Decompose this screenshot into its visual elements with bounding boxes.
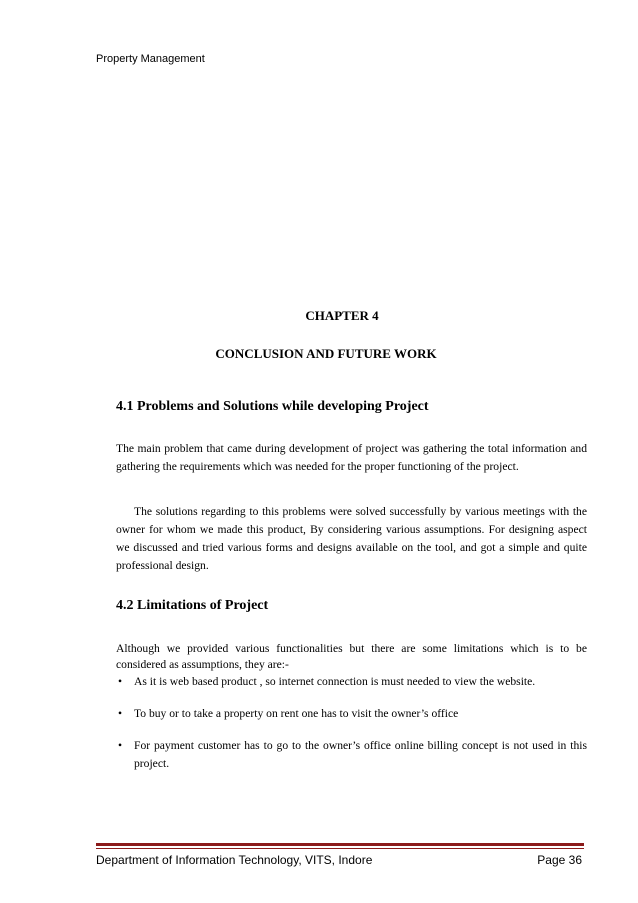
limitations-list <box>116 673 587 773</box>
paragraph-solution: The solutions regarding to this problems were solved successfully by various meetings with the owner for whom we made this product, By considering various assumptions. For designing aspect we discussed and tried various forms and designs available on the tool, and got a simple and quite professional design. <box>116 505 587 572</box>
list-item-text: To buy or to take a property on rent one has to visit the owner’s office <box>134 707 459 720</box>
list-item-text: As it is web based product , so internet connection is must needed to view the website. <box>134 675 536 688</box>
running-header: Property Management <box>96 53 205 65</box>
bullet-icon: • <box>118 739 123 752</box>
paragraph-problem: The main problem that came during development of project was gathering the total information and gathering the requirements which was needed for the proper functioning of the project. <box>116 442 587 473</box>
list-item <box>116 705 587 723</box>
list-item <box>116 737 587 773</box>
footer-divider-thin <box>96 848 584 849</box>
bullet-icon: • <box>118 707 123 720</box>
chapter-number: CHAPTER 4 <box>305 308 379 323</box>
section-heading-limitations: 4.2 Limitations of Project <box>116 598 269 613</box>
footer-department: Department of Information Technology, VITS, Indore <box>96 853 373 867</box>
chapter-title: CONCLUSION AND FUTURE WORK <box>215 346 437 361</box>
footer-page-number: Page 36 <box>537 853 582 867</box>
list-item-text: For payment customer has to go to the owner’s office online billing concept is not used in this project. <box>134 739 587 770</box>
list-item <box>116 673 587 691</box>
footer-divider-thick <box>96 843 584 846</box>
section-heading-problems: 4.1 Problems and Solutions while developing Project <box>116 399 429 414</box>
paragraph-limitations-intro: Although we provided various functionalities but there are some limitations which is to be considered as assumptions, they are:- <box>116 642 587 671</box>
bullet-icon: • <box>118 675 123 688</box>
